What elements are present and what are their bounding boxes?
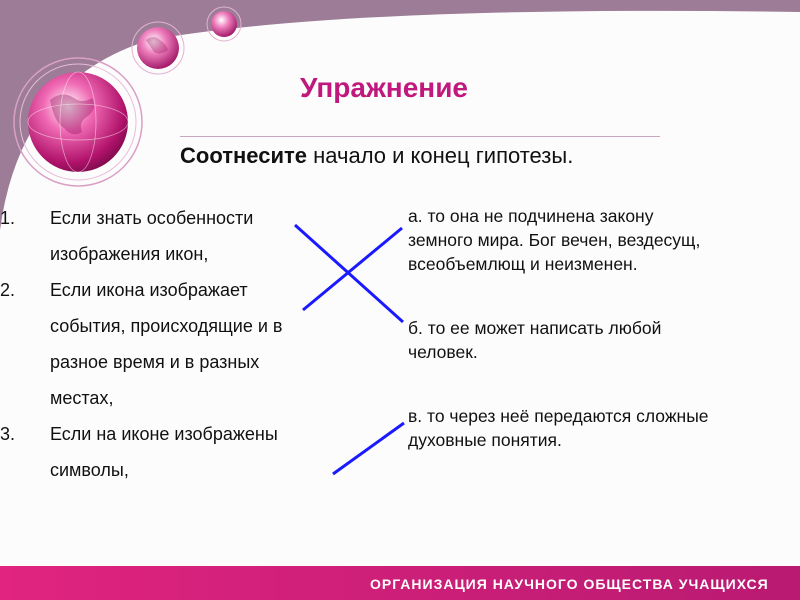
list-item <box>408 316 800 364</box>
item-number: 3. <box>0 424 16 444</box>
item-line: Если на иконе изображены <box>50 424 278 444</box>
item-line: разное время и в разных <box>50 352 260 372</box>
hypothesis-endings-list <box>408 204 800 452</box>
item-number: 1. <box>0 208 16 228</box>
list-item <box>408 204 800 276</box>
item-line: духовные понятия. <box>408 430 562 450</box>
item-line: символы, <box>50 460 129 480</box>
title-divider <box>180 136 660 137</box>
item-line: в. то через неё передаются сложные <box>408 406 709 426</box>
item-line: всеобъемлющ и неизменен. <box>408 254 638 274</box>
globe-icon <box>14 58 142 186</box>
item-number: 2. <box>0 280 16 300</box>
item-line: а. то она не подчинена закону <box>408 206 654 226</box>
list-item <box>0 416 350 488</box>
list-item <box>0 272 350 416</box>
item-line: Если икона изображает <box>50 280 248 300</box>
list-item <box>408 404 800 452</box>
item-line: земного мира. Бог вечен, вездесущ, <box>408 230 701 250</box>
item-line: местах, <box>50 388 114 408</box>
hypothesis-beginnings-list <box>0 200 350 488</box>
globe-small-icon <box>132 22 184 74</box>
list-item <box>0 200 350 272</box>
item-line: события, происходящие и в <box>50 316 283 336</box>
footer-text: ОРГАНИЗАЦИЯ НАУЧНОГО ОБЩЕСТВА УЧАЩИХСЯ <box>370 576 769 592</box>
item-line: б. то ее может написать любой <box>408 318 662 338</box>
instruction-verb: Соотнесите <box>180 143 307 168</box>
instruction-text <box>180 143 573 169</box>
item-line: изображения икон, <box>50 244 209 264</box>
globe-tiny-icon <box>207 7 241 41</box>
item-line: Если знать особенности <box>50 208 254 228</box>
instruction-rest: начало и конец гипотезы. <box>307 143 574 168</box>
item-line: человек. <box>408 342 478 362</box>
page-title: Упражнение <box>300 72 468 103</box>
